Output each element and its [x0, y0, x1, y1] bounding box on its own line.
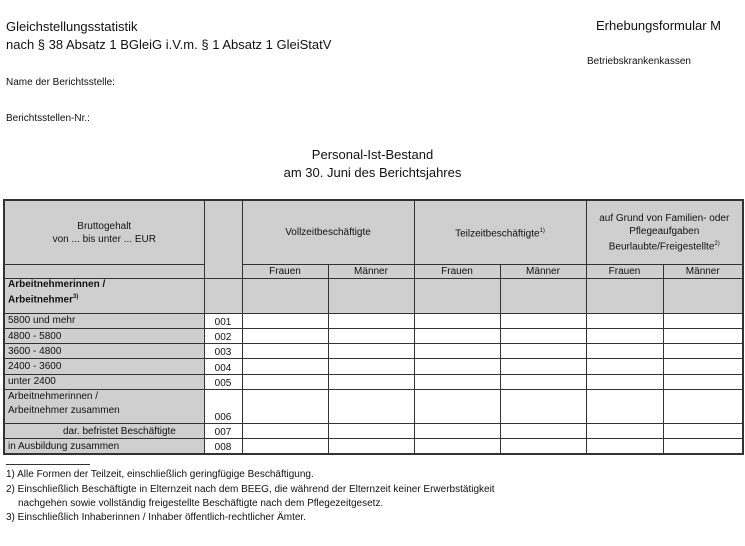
table-row: [4, 424, 743, 439]
header-leave-line-3: [590, 238, 740, 253]
form-subtitle: Betriebskrankenkassen: [587, 56, 691, 67]
input-cell[interactable]: [586, 374, 663, 389]
section-cell: [663, 279, 743, 313]
input-cell[interactable]: [663, 313, 743, 328]
input-cell[interactable]: [586, 328, 663, 343]
input-cell[interactable]: [586, 439, 663, 454]
table-row: [4, 328, 743, 343]
input-cell[interactable]: [242, 328, 328, 343]
header-part-time: [414, 200, 586, 265]
table-row: [4, 374, 743, 389]
input-cell[interactable]: [586, 313, 663, 328]
input-cell[interactable]: [663, 389, 743, 423]
input-cell[interactable]: [328, 328, 414, 343]
input-cell[interactable]: [500, 439, 586, 454]
total-line-2: Arbeitnehmer zusammen: [8, 404, 120, 416]
input-cell[interactable]: [414, 439, 500, 454]
header-part-time-text: Teilzeitbeschäftigte: [455, 228, 540, 240]
table-row: [4, 313, 743, 328]
input-cell[interactable]: [414, 424, 500, 439]
table-row: [4, 344, 743, 359]
subheader-men-full: Männer: [328, 265, 414, 279]
header-leave-line-3-text: Beurlaubte/Freigestellte: [608, 241, 715, 253]
row-code: 004: [204, 359, 242, 374]
input-cell[interactable]: [500, 359, 586, 374]
section-employees: [4, 279, 204, 313]
input-cell[interactable]: [328, 389, 414, 423]
training-label: in Ausbildung zusammen: [4, 439, 204, 454]
footnote-divider: [6, 464, 90, 465]
footnote-ref-2: 2): [714, 240, 720, 247]
row-code: 008: [204, 439, 242, 454]
input-cell[interactable]: [663, 374, 743, 389]
input-cell[interactable]: [242, 359, 328, 374]
subheader-men-part: Männer: [500, 265, 586, 279]
table-heading: [0, 146, 745, 182]
footnote-ref-1: 1): [539, 227, 545, 234]
reporting-office-name-label: Name der Berichtsstelle:: [6, 77, 115, 88]
reporting-office-number-label: Berichtsstellen-Nr.:: [6, 113, 90, 124]
table-heading-line-2: am 30. Juni des Berichtsjahres: [283, 165, 462, 180]
input-cell[interactable]: [414, 359, 500, 374]
table-row: [4, 359, 743, 374]
input-cell[interactable]: [242, 424, 328, 439]
input-cell[interactable]: [586, 424, 663, 439]
section-line-2: [8, 291, 201, 306]
input-cell[interactable]: [663, 439, 743, 454]
header-gross-spacer: [4, 265, 204, 279]
header-leave-line-1: auf Grund von Familien- oder: [599, 212, 730, 224]
header-code-cell: [204, 200, 242, 279]
section-cell: [586, 279, 663, 313]
input-cell[interactable]: [663, 424, 743, 439]
input-cell[interactable]: [414, 313, 500, 328]
input-cell[interactable]: [663, 344, 743, 359]
input-cell[interactable]: [242, 374, 328, 389]
section-cell: [500, 279, 586, 313]
form-title: Erhebungsformular M: [596, 18, 721, 33]
subheader-women-leave: Frauen: [586, 265, 663, 279]
input-cell[interactable]: [414, 389, 500, 423]
input-cell[interactable]: [663, 328, 743, 343]
header-gross-line-2: von ... bis unter ... EUR: [52, 233, 156, 245]
total-line-1: Arbeitnehmerinnen /: [8, 390, 99, 402]
title-line-2: nach § 38 Absatz 1 BGleiG i.V.m. § 1 Absatz 1 GleiStatV: [6, 37, 332, 52]
footnote-3: 3) Einschließlich Inhaberinnen / Inhaber öffentlich-rechtlicher Ämter.: [6, 512, 306, 523]
staff-table: [3, 199, 742, 455]
row-label: 5800 und mehr: [4, 313, 204, 328]
row-label: 4800 - 5800: [4, 328, 204, 343]
temporary-label: dar. befristet Beschäftigte: [4, 424, 204, 439]
input-cell[interactable]: [414, 344, 500, 359]
subheader-women-part: Frauen: [414, 265, 500, 279]
input-cell[interactable]: [586, 389, 663, 423]
input-cell[interactable]: [500, 313, 586, 328]
document-title: [6, 18, 331, 54]
input-cell[interactable]: [663, 359, 743, 374]
row-code: 002: [204, 328, 242, 343]
section-line-2-text: Arbeitnehmer: [8, 294, 74, 306]
input-cell[interactable]: [328, 344, 414, 359]
row-label: 2400 - 3600: [4, 359, 204, 374]
row-code: 006: [204, 389, 242, 423]
row-label: unter 2400: [4, 374, 204, 389]
input-cell[interactable]: [328, 439, 414, 454]
footnote-1: 1) Alle Formen der Teilzeit, einschließlich geringfügige Beschäftigung.: [6, 469, 314, 480]
section-cell: [414, 279, 500, 313]
input-cell[interactable]: [328, 313, 414, 328]
input-cell[interactable]: [242, 439, 328, 454]
row-code: 005: [204, 374, 242, 389]
input-cell[interactable]: [500, 389, 586, 423]
input-cell[interactable]: [242, 389, 328, 423]
input-cell[interactable]: [242, 344, 328, 359]
row-code: 007: [204, 424, 242, 439]
subheader-men-leave: Männer: [663, 265, 743, 279]
input-cell[interactable]: [500, 344, 586, 359]
input-cell[interactable]: [242, 313, 328, 328]
table-heading-line-1: Personal-Ist-Bestand: [311, 147, 434, 162]
header-full-time: Vollzeitbeschäftigte: [242, 200, 414, 265]
title-line-1: Gleichstellungsstatistik: [6, 19, 138, 34]
input-cell[interactable]: [500, 374, 586, 389]
section-cell: [328, 279, 414, 313]
header-leave-line-2: Pflegeaufgaben: [629, 225, 700, 237]
input-cell[interactable]: [586, 344, 663, 359]
input-cell[interactable]: [586, 359, 663, 374]
input-cell[interactable]: [414, 328, 500, 343]
row-code: 003: [204, 344, 242, 359]
section-code-cell: [204, 279, 242, 313]
input-cell[interactable]: [328, 359, 414, 374]
header-gross-salary: [4, 200, 204, 265]
input-cell[interactable]: [328, 374, 414, 389]
footnote-ref-3: 3): [73, 294, 79, 301]
input-cell[interactable]: [500, 424, 586, 439]
section-line-1: Arbeitnehmerinnen /: [8, 279, 106, 291]
section-cell: [242, 279, 328, 313]
subheader-women-full: Frauen: [242, 265, 328, 279]
input-cell[interactable]: [328, 424, 414, 439]
total-label: [4, 389, 204, 423]
footnote-2-line-1: 2) Einschließlich Beschäftigte in Elternzeit nach dem BEEG, die während der Elternzeit keiner Erwerbstätigkeit: [6, 484, 495, 495]
input-cell[interactable]: [414, 374, 500, 389]
input-cell[interactable]: [500, 328, 586, 343]
table-row: [4, 439, 743, 454]
row-label: 3600 - 4800: [4, 344, 204, 359]
row-code: 001: [204, 313, 242, 328]
header-gross-line-1: Bruttogehalt: [77, 220, 132, 232]
table-row: [4, 389, 743, 423]
footnote-2-line-2: nachgehen sowie vollständig freigestellte Beschäftigte nach dem Pflegezeitgesetz.: [18, 498, 384, 509]
header-leave: [586, 200, 743, 265]
